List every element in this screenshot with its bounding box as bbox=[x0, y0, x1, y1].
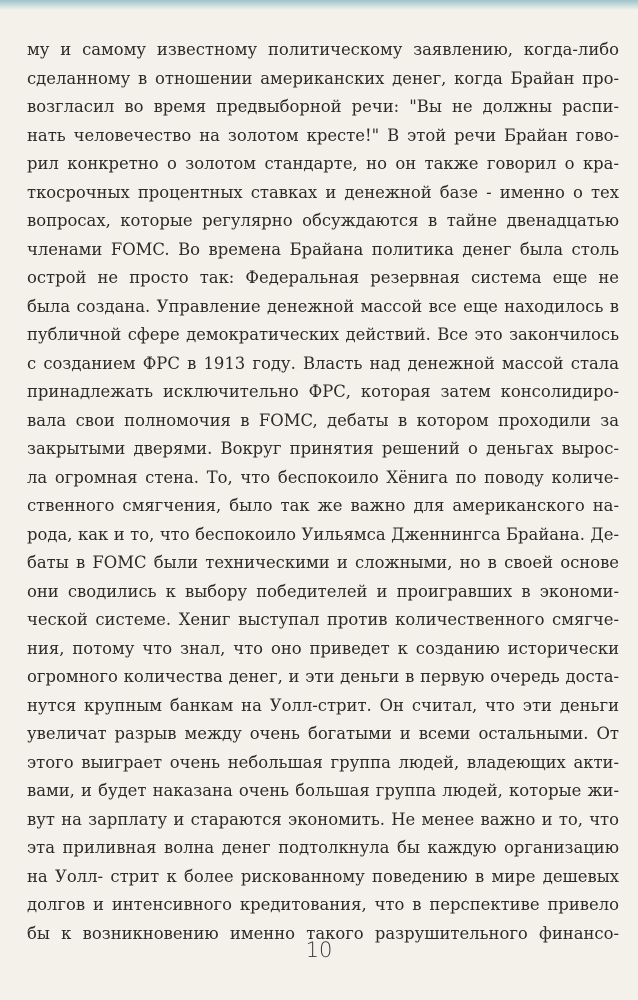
text-line: эта приливная волна денег подтолкнула бы каждую организацию bbox=[27, 838, 619, 857]
text-line: закрытыми дверями. Вокруг принятия решений о деньгах вырос- bbox=[27, 439, 619, 458]
text-line: членами FOMC. Во времена Брайана политика денег была столь bbox=[27, 239, 619, 259]
text-line: ственного смягчения, было так же важно для американского на- bbox=[27, 496, 619, 515]
text-line: вут на зарплату и стараются экономить. Не менее важно и то, что bbox=[27, 809, 619, 829]
page-number: 10 bbox=[305, 938, 333, 962]
text-line: баты в FOMC были техническими и сложными, но в своей основе bbox=[27, 553, 619, 572]
text-line: вопросах, которые регулярно обсуждаются в тайне двенадцатью bbox=[27, 211, 619, 230]
text-line: публичной сфере демократических действий. Все это закончилось bbox=[27, 325, 619, 344]
text-line: была создана. Управление денежной массой все еще находилось в bbox=[27, 296, 619, 316]
text-line: огромного количества денег, и эти деньги в первую очередь доста- bbox=[27, 667, 619, 686]
text-line: ния, потому что знал, что оно приведет к созданию исторически bbox=[27, 638, 619, 658]
text-line: рил конкретно о золотом стандарте, но он также говорил о кра- bbox=[27, 154, 619, 173]
text-line: этого выиграет очень небольшая группа людей, владеющих акти- bbox=[27, 752, 619, 772]
text-line: вами, и будет наказана очень большая группа людей, которые жи- bbox=[27, 781, 619, 800]
text-line: они сводились к выбору победителей и проигравших в экономи- bbox=[27, 581, 619, 601]
page-body-text bbox=[27, 36, 619, 948]
text-line: принадлежать исключительно ФРС, которая затем консолидиро- bbox=[27, 382, 619, 401]
text-line: ткосрочных процентных ставках и денежной базе - именно о тех bbox=[27, 182, 619, 202]
text-line: долгов и интенсивного кредитования, что в перспективе привело bbox=[27, 895, 619, 914]
text-line: му и самому известному политическому заявлению, когда-либо bbox=[27, 40, 619, 59]
top-edge-strip bbox=[0, 0, 638, 10]
text-line: вала свои полномочия в FOMC, дебаты в котором проходили за bbox=[27, 410, 619, 430]
text-line: сделанному в отношении американских денег, когда Брайан про- bbox=[27, 68, 619, 88]
text-line: возгласил во время предвыборной речи: "Вы не должны распи- bbox=[27, 97, 619, 116]
text-line: ла огромная стена. То, что беспокоило Хёнига по поводу количе- bbox=[27, 467, 619, 487]
text-line: ческой системе. Хениг выступал против количественного смягче- bbox=[27, 610, 619, 629]
text-line: нать человечество на золотом кресте!" В этой речи Брайан гово- bbox=[27, 125, 619, 145]
text-line: увеличат разрыв между очень богатыми и всеми остальными. От bbox=[27, 724, 619, 743]
text-line: острой не просто так: Федеральная резервная система еще не bbox=[27, 268, 619, 287]
text-line: на Уолл- стрит к более рискованному поведению в мире дешевых bbox=[27, 866, 619, 886]
text-line: с созданием ФРС в 1913 году. Власть над денежной массой стала bbox=[27, 353, 619, 373]
text-line: бы к возникновению именно такого разрушительного финансо- bbox=[27, 923, 619, 943]
text-line: нутся крупным банкам на Уолл-стрит. Он считал, что эти деньги bbox=[27, 695, 619, 715]
text-line: рода, как и то, что беспокоило Уильямса Дженнингса Брайана. Де- bbox=[27, 524, 619, 544]
